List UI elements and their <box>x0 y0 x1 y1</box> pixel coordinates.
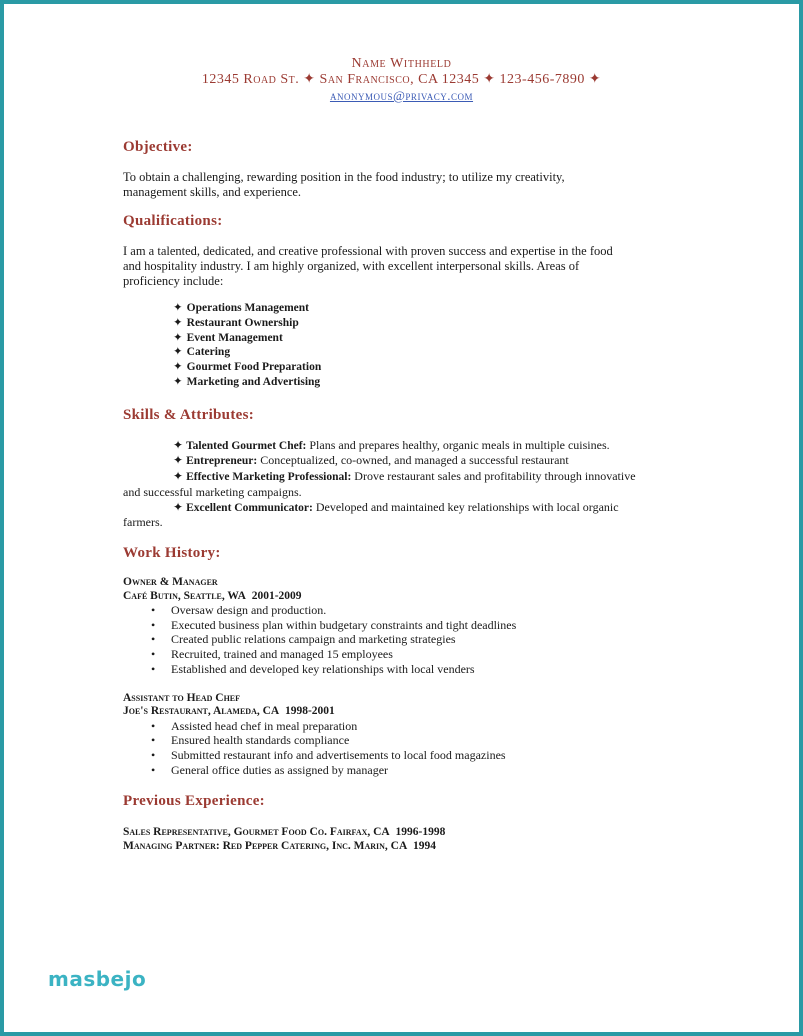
separator-icon: ✦ <box>588 72 602 87</box>
list-item: ✦ Excellent Communicator: Developed and maintained key relationships with local organic farmers. <box>123 499 619 530</box>
contact-line <box>4 72 799 88</box>
work-history-heading: Work History: <box>123 545 221 561</box>
list-item: ✦ Catering <box>173 346 231 359</box>
email-link[interactable]: anonymous@privacy.com <box>329 88 474 103</box>
star-bullet-icon: ✦ <box>173 361 183 374</box>
star-bullet-icon: ✦ <box>173 437 187 452</box>
job-role: Owner & Manager <box>123 576 218 588</box>
star-bullet-icon: ✦ <box>173 316 183 329</box>
resume-body <box>123 138 723 853</box>
job-role: Assistant to Head Chef <box>123 691 241 704</box>
list-item: • Executed business plan within budgetary constraints and tight deadlines <box>151 618 723 633</box>
list-item: ✦ Gourmet Food Preparation <box>173 361 322 374</box>
list-item: • Assisted head chef in meal preparation <box>151 719 723 734</box>
previous-job: Sales Representative, Gourmet Food Co. Fairfax, CA 1996-1998 <box>123 826 446 839</box>
star-bullet-icon: ✦ <box>173 453 187 468</box>
star-bullet-icon: ✦ <box>173 346 183 359</box>
previous-experience-heading: Previous Experience: <box>123 793 265 810</box>
list-item: ✦ Operations Management <box>173 302 309 314</box>
star-bullet-icon: ✦ <box>173 375 183 388</box>
list-item: • Submitted restaurant info and advertisements to local food magazines <box>151 748 723 763</box>
list-item: ✦ Event Management <box>173 331 283 344</box>
list-item: • Recruited, trained and managed 15 employees <box>151 647 723 662</box>
list-item: ✦ Restaurant Ownership <box>173 316 299 329</box>
resume-page <box>4 4 799 1032</box>
duties-list <box>123 603 723 677</box>
objective-line: management skills, and experience. <box>123 185 302 199</box>
phone: 123-456-7890 <box>499 72 585 87</box>
qualifications-heading: Qualifications: <box>123 213 223 229</box>
qualifications-line: I am a talented, dedicated, and creative professional with proven success and expertise in the food <box>123 244 613 258</box>
list-item: • Created public relations campaign and marketing strategies <box>151 632 723 647</box>
skills-heading: Skills & Attributes: <box>123 406 255 423</box>
objective-line: To obtain a challenging, rewarding position in the food industry; to utilize my creativity, <box>123 170 565 184</box>
proficiency-list <box>123 301 723 390</box>
list-item: ✦ Effective Marketing Professional: Drove restaurant sales and profitability through innovative and successful marketing campaigns. <box>123 469 636 499</box>
objective-heading: Objective: <box>123 139 193 155</box>
list-item: • Ensured health standards compliance <box>151 733 723 748</box>
separator-icon: ✦ <box>303 72 316 87</box>
city: San Francisco, CA 12345 <box>319 72 480 87</box>
list-item: ✦ Talented Gourmet Chef: Plans and prepares healthy, organic meals in multiple cuisines. <box>173 437 610 452</box>
resume-header <box>4 56 799 103</box>
applicant-name: Name Withheld <box>351 56 452 71</box>
star-bullet-icon: ✦ <box>173 331 183 344</box>
watermark-logo: masbejo <box>48 967 147 991</box>
job-place: Joe's Restaurant, Alameda, CA 1998-2001 <box>123 705 335 718</box>
list-item: ✦ Entrepreneur: Conceptualized, co-owned, and managed a successful restaurant <box>173 453 569 468</box>
star-bullet-icon: ✦ <box>173 499 187 514</box>
list-item: ✦ Marketing and Advertising <box>173 375 321 388</box>
address: 12345 Road St. <box>201 72 300 87</box>
separator-icon: ✦ <box>483 72 496 87</box>
list-item: • Established and developed key relationships with local venders <box>151 662 723 677</box>
job-place: Café Butin, Seattle, WA 2001-2009 <box>123 589 302 602</box>
star-bullet-icon: ✦ <box>173 302 183 314</box>
qualifications-line: proficiency include: <box>123 274 224 288</box>
star-bullet-icon: ✦ <box>173 469 187 484</box>
skills-list <box>123 438 723 530</box>
list-item: • Oversaw design and production. <box>151 603 723 618</box>
qualifications-line: and hospitality industry. I am highly organized, with excellent interpersonal skills. Areas of <box>123 259 580 273</box>
previous-job: Managing Partner: Red Pepper Catering, Inc. Marin, CA 1994 <box>123 840 437 853</box>
list-item: • General office duties as assigned by manager <box>151 763 723 778</box>
duties-list <box>123 719 723 778</box>
